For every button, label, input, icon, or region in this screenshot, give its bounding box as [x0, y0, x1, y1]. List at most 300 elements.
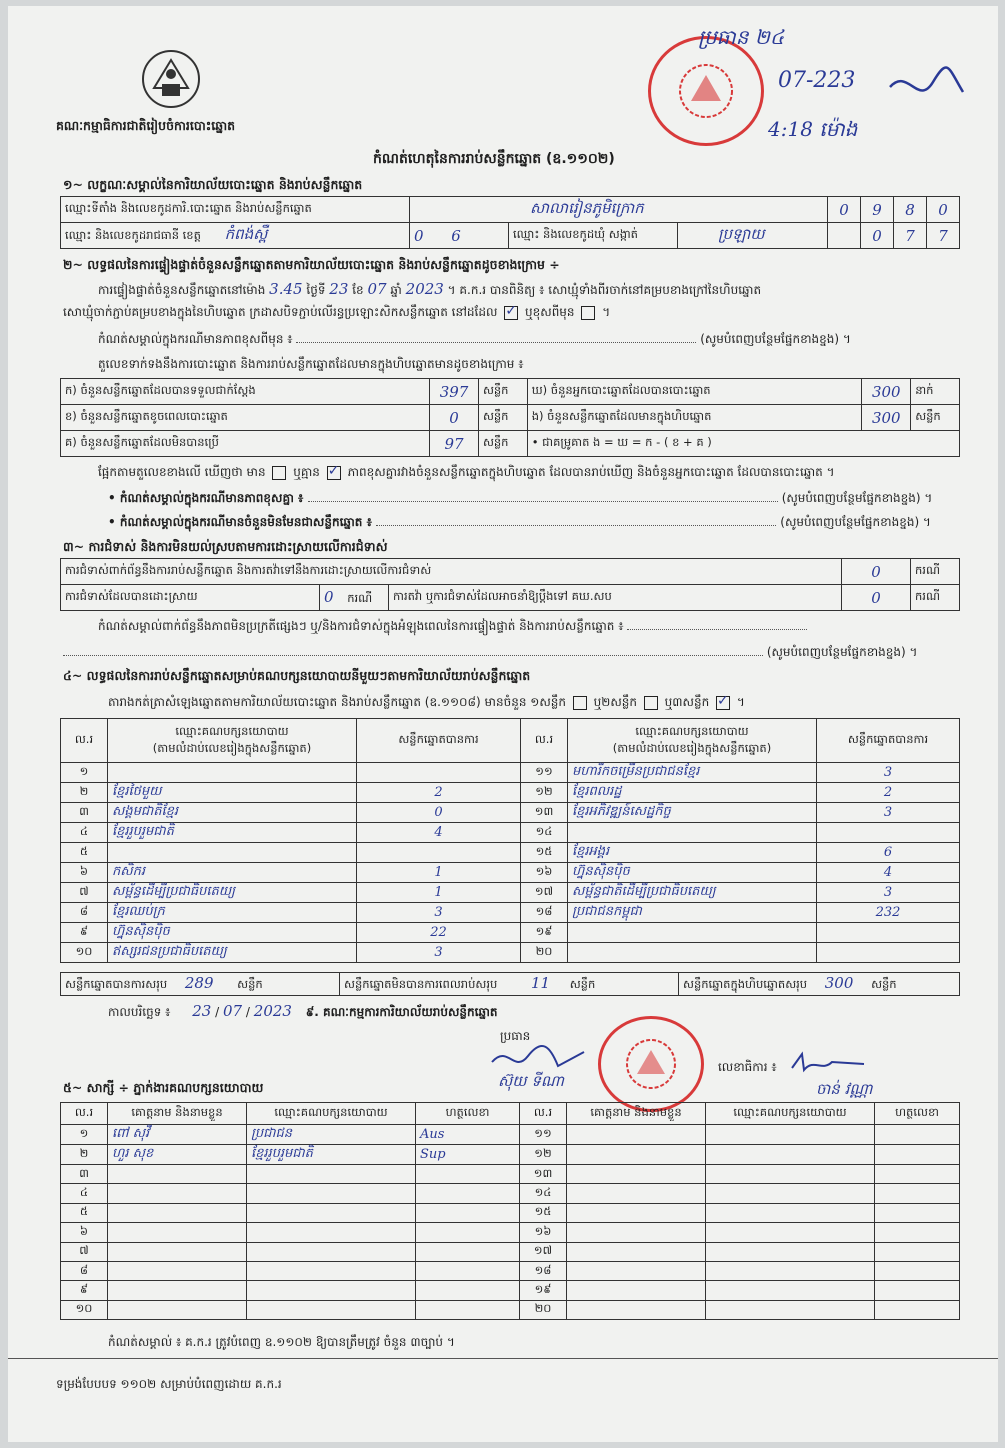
- result-left-votes: [357, 843, 521, 863]
- results-col-no-2: ល.រ: [521, 719, 568, 763]
- result-right-no: ១៦: [521, 863, 568, 883]
- witness-party-2: [706, 1300, 875, 1319]
- row-b-value: 0: [430, 405, 479, 431]
- commune-code-2: 7: [894, 223, 927, 249]
- has-difference-checkbox[interactable]: [272, 466, 286, 480]
- result-left-no: ៣: [61, 803, 108, 823]
- result-right-no: ១២: [521, 783, 568, 803]
- result-right-no: ២០: [521, 943, 568, 963]
- witness-row: [61, 1300, 960, 1319]
- objection-row3-value: 0: [842, 585, 911, 611]
- results-col-votes: សន្លឹកឆ្នោតបានការ: [357, 719, 521, 763]
- result-left-party: សម្ព័ន្ធដើម្បីប្រជាធិបតេយ្យ: [108, 883, 357, 903]
- chair-label: ប្រធាន: [500, 1029, 531, 1043]
- witness-party-2: [706, 1281, 875, 1300]
- location-code-1: 0: [828, 197, 861, 223]
- chair-signature-icon: [488, 1042, 588, 1076]
- row-d-label: ឃ) ចំនួនអ្នកបោះឆ្នោតដែលបានបោះឆ្នោត: [527, 379, 862, 405]
- witness-row: [61, 1242, 960, 1261]
- witness-col-sign: ហត្ថលេខា: [416, 1103, 520, 1125]
- witness-sign[interactable]: [416, 1165, 520, 1184]
- result-row: [61, 923, 960, 943]
- witness-no: ១: [61, 1125, 108, 1145]
- numbers-table: [60, 378, 960, 457]
- result-right-no: ១៥: [521, 843, 568, 863]
- witness-sign-2[interactable]: [875, 1261, 960, 1280]
- witness-party-2: [706, 1165, 875, 1184]
- province-code: [410, 223, 509, 249]
- result-right-votes: 6: [817, 843, 960, 863]
- result-right-party: [568, 943, 817, 963]
- result-left-no: ២: [61, 783, 108, 803]
- verify-day: 23: [329, 280, 349, 298]
- tally-intro-c: ឬ៣សន្លឹក: [664, 695, 710, 709]
- witness-name-2: [567, 1145, 706, 1165]
- witness-party: [247, 1281, 416, 1300]
- total-invalid-label: សន្លឹកឆ្នោតមិនបានការពេលរាប់សរុប: [344, 977, 498, 991]
- committee-stamp-emblem-icon: [623, 1036, 679, 1092]
- objection-row1-value: 0: [842, 559, 911, 585]
- witness-no-2: ១៥: [520, 1203, 567, 1222]
- date-year: 2023: [253, 1002, 292, 1020]
- result-left-no: ៥: [61, 843, 108, 863]
- witness-no-2: ១៣: [520, 1165, 567, 1184]
- witness-no-2: ១៦: [520, 1223, 567, 1242]
- one-sheet-checkbox[interactable]: [573, 696, 587, 710]
- witness-col-name: គោត្តនាម និងនាមខ្លួន: [108, 1103, 247, 1125]
- result-right-votes: 232: [817, 903, 960, 923]
- witness-no: ៥: [61, 1203, 108, 1222]
- result-right-votes: 3: [817, 803, 960, 823]
- result-right-no: ១១: [521, 763, 568, 783]
- province-label: [61, 223, 410, 249]
- total-box-unit: សន្លឹក: [871, 977, 897, 991]
- result-right-party: សម្ព័ន្ធជាតិដើម្បីប្រជាធិបតេយ្យ: [568, 883, 817, 903]
- witness-row: [61, 1145, 960, 1165]
- result-right-votes: [817, 923, 960, 943]
- section1-table: [60, 196, 960, 249]
- witness-sign-2[interactable]: [875, 1165, 960, 1184]
- commune-value: ប្រឡាយ: [678, 223, 828, 249]
- fill-back-note: (សូមបំពេញបន្ថែមផ្នែកខាងខ្នង) ។: [700, 332, 851, 346]
- witness-name: [108, 1203, 247, 1222]
- result-left-votes: 4: [357, 823, 521, 843]
- section5-remark: កំណត់សម្គាល់ ៖ គ.ក.រ ត្រូវបំពេញ ឧ.១១០២ ឱ្យបានត្រឹមត្រូវ ចំនួន ៣ច្បាប់ ។: [108, 1335, 455, 1349]
- result-left-party: ខ្មែរឈប់ក្រ: [108, 903, 357, 923]
- result-left-party: ខ្មែរថៃមួយ: [108, 783, 357, 803]
- witness-sign[interactable]: [416, 1281, 520, 1300]
- row-c-label: គ) ចំនួនសន្លឹកឆ្នោតដែលមិនបានប្រើ: [61, 431, 430, 457]
- verification-line: [98, 280, 761, 300]
- section3-remark-line2: [63, 644, 958, 662]
- result-row: [61, 863, 960, 883]
- remark-line-1: [98, 331, 958, 349]
- section3-remark-label: កំណត់សម្គាល់ពាក់ព័ន្ធនឹងភាពមិនប្រក្រតីផ្សេងៗ ឬ/និងការជំទាស់ក្នុងអំឡុងពេលនៃការផ្ទៀងផ្ទាត់ និងការរាប់សន្លឹកឆ្នោត ៖: [98, 619, 624, 633]
- stamp-note-number: 07-223: [778, 68, 856, 93]
- result-row: [61, 803, 960, 823]
- witness-sign[interactable]: [416, 1261, 520, 1280]
- three-sheet-checkbox[interactable]: [716, 696, 730, 710]
- date-month: 07: [223, 1002, 243, 1020]
- witness-col-name-2: គោត្តនាម និងនាមខ្លួន: [567, 1103, 706, 1125]
- result-left-party: [108, 843, 357, 863]
- signature-top-icon: [888, 62, 968, 112]
- province-value: កំពង់ស្ពឺ: [224, 224, 268, 243]
- result-left-no: ៩: [61, 923, 108, 943]
- result-left-votes: 3: [357, 943, 521, 963]
- nec-logo-icon: [140, 48, 202, 110]
- witness-no: ៦: [61, 1223, 108, 1242]
- result-left-no: ១០: [61, 943, 108, 963]
- row-a-label: ក) ចំនួនសន្លឹកឆ្នោតដែលបានទទួលជាក់ស្តែង: [61, 379, 430, 405]
- province-label-text: ឈ្មោះ និងលេខកូដរាជធានី ខេត្ត: [65, 227, 201, 242]
- witness-name: [108, 1300, 247, 1319]
- form-title: កំណត់ហេតុនៃការរាប់សន្លឹកឆ្នោត (ឧ.១១០២): [373, 151, 615, 167]
- result-left-party: [108, 763, 357, 783]
- witness-sign-2[interactable]: [875, 1242, 960, 1261]
- witness-sign[interactable]: [416, 1300, 520, 1319]
- row-b-label: ខ) ចំនួនសន្លឹកឆ្នោតខូចពេលបោះឆ្នោត: [61, 405, 430, 431]
- result-right-party: មហារីកចម្រើនប្រជាជនខ្មែរ: [568, 763, 817, 783]
- result-right-votes: 3: [817, 763, 960, 783]
- witness-name-2: [567, 1281, 706, 1300]
- witness-name-2: [567, 1203, 706, 1222]
- witness-party: [247, 1203, 416, 1222]
- section3-remark: [98, 618, 807, 636]
- result-right-no: ១៩: [521, 923, 568, 943]
- fill-back-note-3: (សូមបំពេញបន្ថែមផ្នែកខាងខ្នង) ។: [780, 515, 931, 529]
- witness-name-2: [567, 1242, 706, 1261]
- objection-row3-unit: ករណី: [911, 585, 960, 611]
- result-right-party: ប្រជាជនកម្ពុជា: [568, 903, 817, 923]
- witness-no: ៤: [61, 1184, 108, 1203]
- result-right-no: ១៤: [521, 823, 568, 843]
- different-label: ឬខុសពីមុន: [525, 305, 575, 319]
- witness-name-2: [567, 1165, 706, 1184]
- two-sheet-checkbox[interactable]: [644, 696, 658, 710]
- witness-no: ១០: [61, 1300, 108, 1319]
- result-right-party: [568, 923, 817, 943]
- results-body: [61, 763, 960, 963]
- remark2-label: • កំណត់សម្គាល់ក្នុងករណីមានភាពខុសគ្នា ៖: [108, 491, 304, 505]
- result-left-party: សង្គមជាតិខ្មែរ: [108, 803, 357, 823]
- witness-no-2: ១២: [520, 1145, 567, 1165]
- date-day: 23: [192, 1002, 212, 1020]
- compare-label-b: ឬគ្មាន: [293, 465, 320, 479]
- compare-line: [98, 464, 835, 482]
- witness-no: ៣: [61, 1165, 108, 1184]
- objection-row2-value: 0: [324, 587, 334, 606]
- seal-status-text: សោឃ្មុំចាក់ភ្ជាប់គម្របខាងក្នុងនៃហិបឆ្នោត ក្រដាសបិទភ្ជាប់លើរន្ធប្រឡោះសិកសន្លឹកឆ្នោត នៅដដែល: [63, 305, 498, 319]
- witness-col-party-2: ឈ្មោះគណបក្សនយោបាយ: [706, 1103, 875, 1125]
- tally-intro-a: តារាងកត់ត្រាសំឡេងឆ្នោតតាមការិយាល័យបោះឆ្នោត និងរាប់សន្លឹកឆ្នោត (ឧ.១១០៨) មានចំនួន ១សន្លឹក: [108, 695, 566, 709]
- result-row: [61, 823, 960, 843]
- witness-name: [108, 1242, 247, 1261]
- witness-party: [247, 1184, 416, 1203]
- location-value: សាលារៀនភូមិក្រោក: [410, 197, 828, 223]
- witness-body: [61, 1125, 960, 1320]
- remark-line-3: [108, 514, 958, 532]
- witness-sign-2[interactable]: [875, 1203, 960, 1222]
- witness-row: [61, 1203, 960, 1222]
- result-right-party: ហ្វ៊ុនស៊ិនប៉ិច: [568, 863, 817, 883]
- total-valid-label: សន្លឹកឆ្នោតបានការសរុប: [65, 977, 168, 991]
- result-left-votes: 1: [357, 883, 521, 903]
- remark-label: កំណត់សម្គាល់ក្នុងករណីមានភាពខុសពីមុន ៖: [98, 332, 293, 346]
- verify-line-tail: ។ គ.ក.រ បានពិនិត្យ ៖ សោឃ្មុំទាំងពីរចាក់នៅគម្របខាងក្រៅនៃហិបឆ្នោត: [447, 283, 762, 297]
- results-col-party: [108, 719, 357, 763]
- objection-row2-label: ការជំទាស់ដែលបានដោះស្រាយ: [61, 585, 320, 611]
- verify-time: 3.45: [269, 280, 303, 298]
- results-col-party-title: ឈ្មោះគណបក្សនយោបាយ: [175, 723, 289, 738]
- witness-sign[interactable]: [416, 1203, 520, 1222]
- location-code-4: 0: [927, 197, 960, 223]
- province-code-1: 0: [414, 226, 424, 245]
- witness-name: ពៅ សុវី: [108, 1125, 247, 1145]
- stamp-emblem-icon: [676, 61, 736, 121]
- result-right-votes: 4: [817, 863, 960, 883]
- witness-row: [61, 1184, 960, 1203]
- location-code-3: 8: [894, 197, 927, 223]
- witness-table: [60, 1102, 960, 1320]
- witness-sign-2[interactable]: [875, 1300, 960, 1319]
- result-left-no: ៧: [61, 883, 108, 903]
- result-right-party: ខ្មែរអភិវឌ្ឍន៍សេដ្ឋកិច្ច: [568, 803, 817, 823]
- witness-party-2: [706, 1261, 875, 1280]
- total-box-cell: [679, 973, 960, 996]
- witness-party-2: [706, 1223, 875, 1242]
- result-left-party: ឥស្សរជនប្រជាធិបតេយ្យ: [108, 943, 357, 963]
- province-code-2: 6: [451, 226, 461, 245]
- row-b-unit: សន្លឹក: [478, 405, 527, 431]
- org-name: គណៈកម្មាធិការជាតិរៀបចំការបោះឆ្នោត: [56, 118, 236, 133]
- result-left-votes: 2: [357, 783, 521, 803]
- objection-row2-value-cell: [320, 585, 389, 611]
- total-box-label: សន្លឹកឆ្នោតក្នុងហិបឆ្នោតសរុប: [683, 977, 808, 991]
- witness-sign-2[interactable]: [875, 1184, 960, 1203]
- result-left-party: កសិករ: [108, 863, 357, 883]
- total-box: 300: [824, 974, 854, 992]
- row-d-value: 300: [862, 379, 911, 405]
- location-label: ឈ្មោះទីតាំង និងលេខកូដការិ.បោះឆ្នោត និងរាប់សន្លឹកឆ្នោត: [61, 197, 410, 223]
- witness-party: [247, 1223, 416, 1242]
- commune-code-1: 0: [861, 223, 894, 249]
- verify-day-label: ថ្ងៃទី: [306, 283, 326, 297]
- witness-row: [61, 1261, 960, 1280]
- witness-name: [108, 1261, 247, 1280]
- form-page: [8, 6, 998, 1442]
- result-left-no: ១: [61, 763, 108, 783]
- compare-label-a: ផ្អែកតាមតួលេខខាងលើ ឃើញថា មាន: [98, 465, 266, 479]
- date-label: កាលបរិច្ឆេទ ៖: [108, 1005, 171, 1019]
- section4-heading: ៤~ លទ្ធផលនៃការរាប់សន្លឹកឆ្នោតសម្រាប់គណបក្សនយោបាយនីមួយៗតាមការិយាល័យរាប់សន្លឹកឆ្នោត: [63, 668, 531, 683]
- objection-row2-unit: ករណី: [347, 590, 373, 605]
- result-right-votes: [817, 943, 960, 963]
- results-col-party-sub: (តាមលំដាប់លេខរៀងក្នុងសន្លឹកឆ្នោត): [152, 740, 312, 755]
- witness-party-2: [706, 1242, 875, 1261]
- section5-heading: ៥~ សាក្សី ÷ ភ្នាក់ងារគណបក្សនយោបាយ: [63, 1080, 264, 1095]
- witness-sign-2[interactable]: [875, 1125, 960, 1145]
- result-left-party: ហ្វ៊ុនស៊ិនប៉ិច: [108, 923, 357, 943]
- commune-code-3: 7: [927, 223, 960, 249]
- witness-no-2: ១៩: [520, 1281, 567, 1300]
- result-right-no: ១៨: [521, 903, 568, 923]
- location-code-2: 9: [861, 197, 894, 223]
- witness-name: [108, 1165, 247, 1184]
- witness-name: [108, 1223, 247, 1242]
- result-right-votes: 3: [817, 883, 960, 903]
- witness-sign[interactable]: [416, 1242, 520, 1261]
- verify-year-label: ឆ្នាំ: [390, 283, 402, 297]
- witness-no: ៩: [61, 1281, 108, 1300]
- result-left-no: ៦: [61, 863, 108, 883]
- witness-party: [247, 1165, 416, 1184]
- total-invalid-cell: [340, 973, 679, 996]
- witness-sign[interactable]: [416, 1223, 520, 1242]
- witness-party-2: [706, 1203, 875, 1222]
- tally-intro-b: ឬ២សន្លឹក: [593, 695, 638, 709]
- witness-name: [108, 1184, 247, 1203]
- stamp-note-top: ប្រធាន ២៤: [698, 25, 785, 49]
- witness-no: ៧: [61, 1242, 108, 1261]
- results-col-party-2: [568, 719, 817, 763]
- footer-form-note: ទម្រង់បែបបទ ១១០២ សម្រាប់បំពេញដោយ គ.ក.រ: [56, 1377, 282, 1391]
- witness-row: [61, 1125, 960, 1145]
- committee-stamp: [598, 1016, 704, 1112]
- result-right-no: ១៧: [521, 883, 568, 903]
- witness-col-no: ល.រ: [61, 1103, 108, 1125]
- results-table: [60, 718, 960, 963]
- row-d-unit: នាក់: [911, 379, 960, 405]
- results-col-party-sub-2: (តាមលំដាប់លេខរៀងក្នុងសន្លឹកឆ្នោត): [612, 740, 772, 755]
- witness-name-2: [567, 1300, 706, 1319]
- commune-label: ឈ្មោះ និងលេខកូដឃុំ សង្កាត់: [509, 223, 678, 249]
- witness-row: [61, 1165, 960, 1184]
- witness-party: [247, 1261, 416, 1280]
- different-checkbox[interactable]: [581, 306, 595, 320]
- section1-heading: ១~ លក្ខណៈសម្គាល់នៃការិយាល័យបោះឆ្នោត និងរាប់សន្លឹកឆ្នោត: [63, 177, 363, 192]
- footer-divider: [8, 1358, 998, 1359]
- total-valid-cell: [61, 973, 340, 996]
- total-valid-unit: សន្លឹក: [237, 977, 263, 991]
- witness-sign-2[interactable]: [875, 1281, 960, 1300]
- secretary-signature-icon: [788, 1050, 868, 1076]
- witness-row: [61, 1223, 960, 1242]
- tally-sheet-line: តារាងកត់ត្រាសំឡេងឆ្នោតតាមការិយាល័យបោះឆ្នោត និងរាប់សន្លឹកឆ្នោត (ឧ.១១០៨) មានចំនួន ១សន្លឹក ឬ២សន្លឹក ឬ៣សន្លឹក ✓ ។: [108, 694, 745, 712]
- total-invalid: 11: [530, 974, 551, 992]
- secretary-label: លេខាធិការ ៖: [718, 1060, 777, 1074]
- secretary-name: ចាន់ វណ្ណា: [816, 1080, 873, 1098]
- witness-no-2: ១៨: [520, 1261, 567, 1280]
- objections-table: [60, 558, 960, 611]
- row-c-unit: សន្លឹក: [478, 431, 527, 457]
- row-e-value: 300: [862, 405, 911, 431]
- results-col-no: ល.រ: [61, 719, 108, 763]
- same-checkbox[interactable]: [504, 306, 518, 320]
- result-left-votes: 22: [357, 923, 521, 943]
- result-row: [61, 843, 960, 863]
- no-difference-checkbox[interactable]: [327, 466, 341, 480]
- witness-party: [247, 1300, 416, 1319]
- witness-no: ៨: [61, 1261, 108, 1280]
- result-left-votes: 1: [357, 863, 521, 883]
- result-row: [61, 783, 960, 803]
- witness-party: ខ្មែររួបរួមជាតិ: [247, 1145, 416, 1165]
- chair-name: ស៊ុយ ទីណា: [498, 1072, 564, 1090]
- witness-party-2: [706, 1125, 875, 1145]
- seal-status-line: សោឃ្មុំចាក់ភ្ជាប់គម្របខាងក្នុងនៃហិបឆ្នោត ក្រដាសបិទភ្ជាប់លើរន្ធប្រឡោះសិកសន្លឹកឆ្នោត នៅដដែល ✓ ឬខុសពីមុន ។: [63, 304, 610, 322]
- remark3-label: • កំណត់សម្គាល់ក្នុងករណីមានចំនួនមិនមែនជាសន្លឹកឆ្នោត ៖: [108, 515, 372, 529]
- witness-name: ហួរ សុខ: [108, 1145, 247, 1165]
- section3-heading: ៣~ ការជំទាស់ និងការមិនយល់ស្របតាមការដោះស្រាយលើការជំទាស់: [63, 539, 388, 554]
- witness-no-2: ២០: [520, 1300, 567, 1319]
- verify-month-label: ខែ: [352, 283, 364, 297]
- total-valid: 289: [184, 974, 214, 992]
- witness-col-no-2: ល.រ: [520, 1103, 567, 1125]
- witness-row: [61, 1281, 960, 1300]
- witness-party: [247, 1242, 416, 1261]
- compare-label-c: ភាពខុសគ្នារវាងចំនួនសន្លឹកឆ្នោតក្នុងហិបឆ្នោត ដែលបានរាប់ឃើញ និងចំនួនអ្នកបោះឆ្នោត ដែលបានបោះឆ្នោត ។: [347, 465, 835, 479]
- row-e-unit: សន្លឹក: [911, 405, 960, 431]
- result-left-votes: [357, 763, 521, 783]
- verify-year: 2023: [405, 280, 444, 298]
- witness-name-2: [567, 1223, 706, 1242]
- result-right-party: ខ្មែរអង្គរ: [568, 843, 817, 863]
- witness-sign-2[interactable]: [875, 1223, 960, 1242]
- witness-sign[interactable]: [416, 1184, 520, 1203]
- committee-label: ៩. គណៈកម្មការការិយាល័យរាប់សន្លឹកឆ្នោត: [305, 1005, 498, 1019]
- objection-row1-unit: ករណី: [911, 559, 960, 585]
- witness-name-2: [567, 1125, 706, 1145]
- row-c-value: 97: [430, 431, 479, 457]
- date-line: កាលបរិច្ឆេទ ៖ 23 / 07 / 2023 ៩. គណៈកម្មការការិយាល័យរាប់សន្លឹកឆ្នោត: [108, 1002, 498, 1020]
- witness-party: ប្រជាជន: [247, 1125, 416, 1145]
- witness-sign-2[interactable]: [875, 1145, 960, 1165]
- row-a-value: 397: [430, 379, 479, 405]
- witness-party-2: [706, 1184, 875, 1203]
- result-right-party: ខ្មែរពលរដ្ឋ: [568, 783, 817, 803]
- result-left-no: ៤: [61, 823, 108, 843]
- result-row: [61, 763, 960, 783]
- result-left-party: ខ្មែររួបរួមជាតិ: [108, 823, 357, 843]
- row-a-unit: សន្លឹក: [478, 379, 527, 405]
- verify-month: 07: [367, 280, 387, 298]
- formula-note: • ជាគម្រូគាត ង = ឃ = ក - ( ខ + គ ): [527, 431, 959, 457]
- witness-name-2: [567, 1261, 706, 1280]
- witness-party-2: [706, 1145, 875, 1165]
- result-left-votes: 3: [357, 903, 521, 923]
- result-right-no: ១៣: [521, 803, 568, 823]
- result-right-votes: 2: [817, 783, 960, 803]
- totals-table: [60, 972, 960, 996]
- stamp-note-time: 4:18 ម៉ោង: [768, 117, 858, 141]
- numbers-intro: តួលេខទាក់ទងនឹងការបោះឆ្នោត និងការរាប់សន្លឹកឆ្នោតដែលមានក្នុងហិបឆ្នោតមានដូចខាងក្រោម ៖: [98, 357, 524, 371]
- section2-heading: ២~ លទ្ធផលនៃការផ្ទៀងផ្ទាត់ចំនួនសន្លឹកឆ្នោតតាមការិយាល័យបោះឆ្នោត និងរាប់សន្លឹកឆ្នោតដូចខាងក្រោម ÷: [63, 257, 560, 272]
- witness-col-sign-2: ហត្ថលេខា: [875, 1103, 960, 1125]
- objection-row1-label: ការជំទាស់ពាក់ព័ន្ធនឹងការរាប់សន្លឹកឆ្នោត និងការតវ៉ាទៅនឹងការដោះស្រាយលើការជំទាស់: [61, 559, 842, 585]
- result-left-no: ៨: [61, 903, 108, 923]
- remark-line-2: [108, 490, 958, 508]
- total-invalid-unit: សន្លឹក: [569, 977, 596, 991]
- fill-back-note-4: (សូមបំពេញបន្ថែមផ្នែកខាងខ្នង) ។: [766, 645, 918, 659]
- witness-sign[interactable]: Aus: [416, 1125, 520, 1145]
- witness-no-2: ១១: [520, 1125, 567, 1145]
- result-right-party: [568, 823, 817, 843]
- witness-no: ២: [61, 1145, 108, 1165]
- witness-no-2: ១៤: [520, 1184, 567, 1203]
- results-col-votes-2: សន្លឹកឆ្នោតបានការ: [817, 719, 960, 763]
- witness-sign[interactable]: Sup: [416, 1145, 520, 1165]
